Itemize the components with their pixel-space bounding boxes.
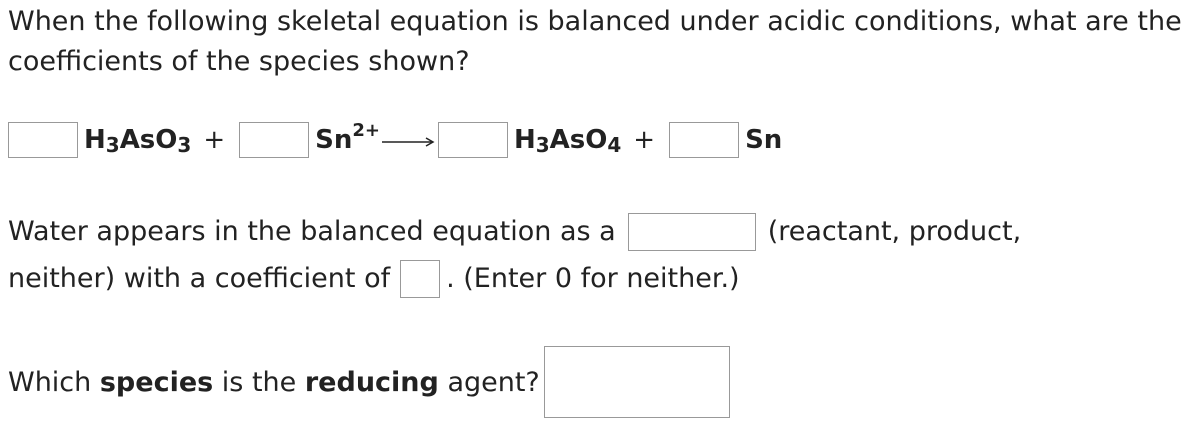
water-question-line-2 xyxy=(8,257,740,301)
coefficient-input-sn[interactable] xyxy=(669,122,739,158)
water-question-line-1 xyxy=(8,210,1021,254)
coefficient-input-h3aso3[interactable] xyxy=(8,122,78,158)
reducing-agent-question xyxy=(8,346,730,418)
plus-sign: + xyxy=(203,125,226,155)
water-options-text: (reactant, product, xyxy=(767,216,1022,247)
water-hint-text: . (Enter 0 for neither.) xyxy=(446,263,740,294)
coefficient-input-sn2plus[interactable] xyxy=(239,122,309,158)
reducing-agent-input[interactable] xyxy=(544,346,730,418)
species-h3aso3: $H_3AsO_3$ xyxy=(84,125,192,157)
species-sn2plus: $Sn^{2+}$ xyxy=(315,120,380,155)
water-question-text: Water appears in the balanced equation as a xyxy=(8,216,616,247)
species-h3aso4: $H_3AsO_4$ xyxy=(513,125,622,157)
skeletal-equation xyxy=(8,120,782,160)
species-sn: Sn xyxy=(745,125,783,155)
water-coefficient-text: neither) with a coefficient of xyxy=(8,263,391,294)
reaction-arrow-icon xyxy=(380,130,436,150)
water-role-input[interactable] xyxy=(628,213,756,251)
plus-sign: + xyxy=(633,125,656,155)
water-coefficient-input[interactable] xyxy=(400,260,440,298)
reducing-question-text: Which species is the reducing agent? xyxy=(8,366,540,398)
question-text: When the following skeletal equation is balanced under acidic conditions, what are the coefficients of the species shown? xyxy=(8,6,1182,77)
coefficient-input-h3aso4[interactable] xyxy=(438,122,508,158)
